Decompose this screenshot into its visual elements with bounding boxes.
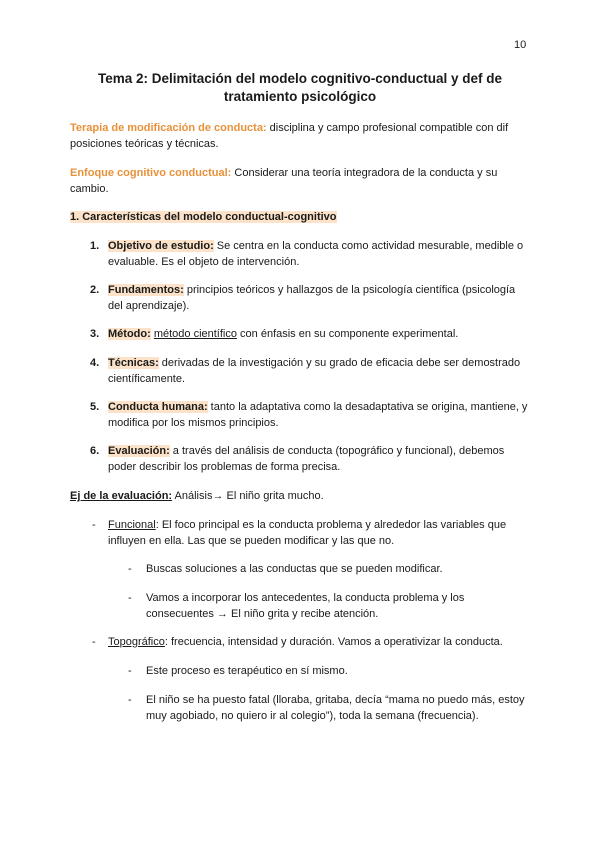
list-number: 4. — [90, 357, 100, 369]
bullet-dash: - — [128, 592, 132, 604]
item-text: tanto la adaptativa como la desadaptativa se origina, mantiene, y modifica por los mismos principios. — [108, 401, 528, 429]
bullet-dash: - — [92, 636, 96, 648]
item-underlined: método científico — [153, 328, 237, 340]
sub-bullet: Vamos a incorporar los antecedentes, la conducta problema y los consecuentes → El niño grita y recibe atención. — [146, 592, 465, 620]
list-number: 2. — [90, 284, 100, 296]
item-label: Técnicas: — [108, 357, 159, 369]
bullet-dash: - — [128, 665, 132, 677]
list-item — [108, 326, 528, 342]
list-number: 3. — [90, 328, 100, 340]
sub-bullet: Este proceso es terapéutico en sí mismo. — [146, 665, 348, 677]
example-text: Análisis→ El niño grita mucho. — [172, 490, 324, 502]
page-title: Tema 2: Delimitación del modelo cognitivo-conductual y def de tratamiento psicológico — [97, 71, 503, 104]
sub-bullet: Buscas soluciones a las conductas que se pueden modificar. — [146, 563, 443, 575]
definition-text: disciplina y campo profesional compatible con dif posiciones teóricas y técnicas. — [70, 122, 509, 150]
definition-term: Terapia de modificación de conducta: — [70, 122, 267, 134]
bullet-dash: - — [128, 694, 132, 706]
bullet-topografico — [108, 634, 528, 650]
bullet-dash: - — [128, 563, 132, 575]
example-line — [70, 488, 530, 504]
item-label: Fundamentos: — [108, 284, 184, 296]
item-text: a través del análisis de conducta (topográfico y funcional), debemos poder describir los problemas de forma precisa. — [108, 445, 505, 473]
example-label: Ej de la evaluación: — [70, 490, 173, 502]
item-text: Se centra en la conducta como actividad mesurable, medible o evaluable. Es el objeto de intervención. — [108, 240, 524, 268]
bullet-funcional — [108, 517, 528, 549]
sub-bullet: El niño se ha puesto fatal (lloraba, gritaba, decía “mama no puedo más, estoy muy agobiado, no quiero ir al colegio”), toda la semana (frecuencia). — [146, 694, 525, 722]
item-label: Método: — [108, 328, 151, 340]
bullet-label: Funcional — [108, 519, 156, 531]
item-label: Conducta humana: — [108, 401, 208, 413]
bullet-dash: - — [92, 519, 96, 531]
list-item — [108, 443, 528, 475]
list-item — [108, 399, 528, 431]
section-heading: 1. Características del modelo conductual-cognitivo — [70, 211, 337, 223]
item-label: Evaluación: — [108, 445, 170, 457]
item-label: Objetivo de estudio: — [108, 240, 214, 252]
item-text: con énfasis en su componente experimental. — [236, 328, 459, 340]
definition-enfoque — [70, 165, 530, 197]
bullet-text: : frecuencia, intensidad y duración. Vamos a operativizar la conducta. — [164, 636, 503, 648]
page-number: 10 — [514, 39, 527, 51]
list-item — [108, 238, 528, 270]
list-item — [108, 355, 528, 387]
item-text: derivadas de la investigación y su grado de eficacia debe ser demostrado científicamente. — [108, 357, 521, 385]
list-number: 1. — [90, 240, 100, 252]
definition-text: Considerar una teoría integradora de la conducta y su cambio. — [70, 167, 498, 195]
item-text: principios teóricos y hallazgos de la psicología científica (psicología del aprendizaje). — [108, 284, 516, 312]
list-number: 6. — [90, 445, 100, 457]
list-item — [108, 282, 528, 314]
definition-term: Enfoque cognitivo conductual: — [70, 167, 232, 179]
list-number: 5. — [90, 401, 100, 413]
definition-terapia — [70, 120, 530, 152]
bullet-text: : El foco principal es la conducta problema y alrededor las variables que influyen en ella. Las que se pueden modificar y las que no. — [108, 519, 507, 547]
bullet-label: Topográfico — [108, 636, 165, 648]
